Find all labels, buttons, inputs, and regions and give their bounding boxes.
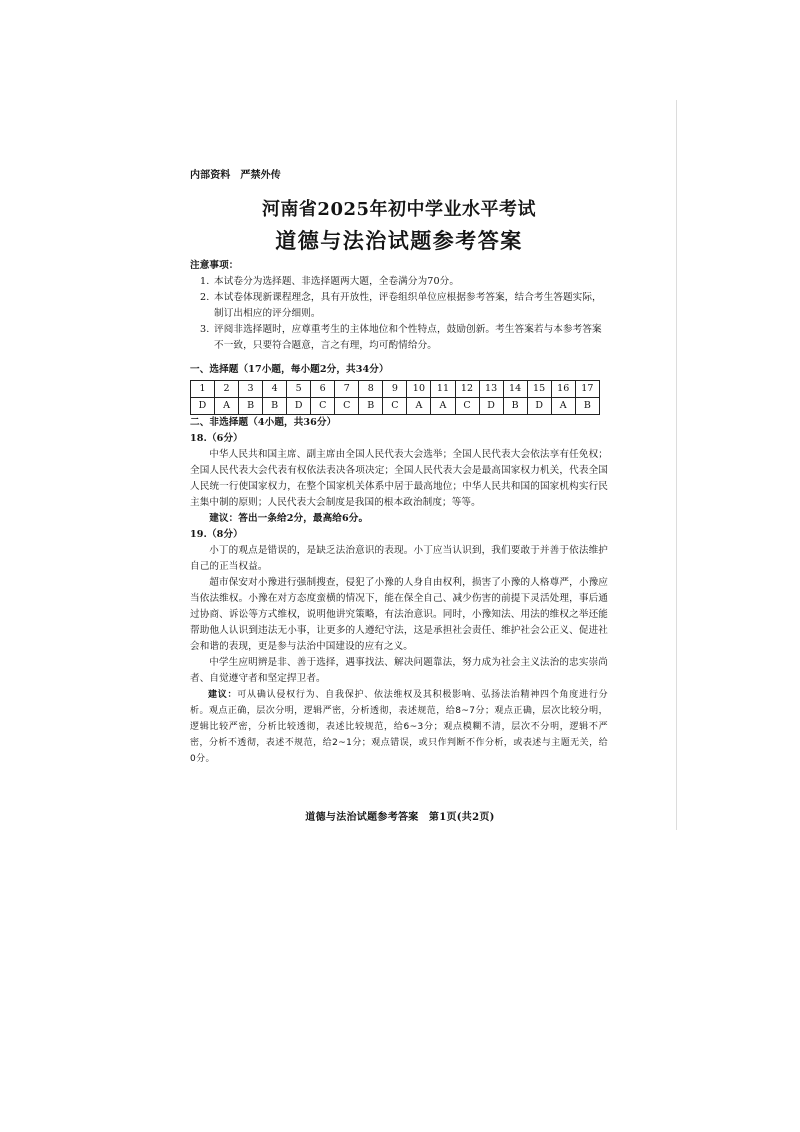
notice-item-text: 评阅非选择题时，应尊重考生的主体地位和个性特点，鼓励创新。考生答案若与本参考答案不一致，只要符合题意，言之有理，均可酌情给分。	[214, 324, 602, 351]
question-number-cell: 11	[431, 381, 455, 398]
question-19-advice	[190, 687, 608, 767]
notice-item-number: 2.	[200, 292, 210, 303]
question-number-cell: 6	[311, 381, 335, 398]
answer-cell: B	[575, 398, 599, 415]
question-18-advice: 建议：答出一条给2分，最高给6分。	[209, 513, 369, 524]
answer-cell: B	[359, 398, 383, 415]
notice-item	[190, 322, 608, 354]
answer-cell: C	[335, 398, 359, 415]
question-18-title: 18.（6分）	[190, 433, 243, 444]
answer-table-number-row	[191, 381, 600, 398]
notice-item	[190, 274, 608, 290]
answer-cell: A	[215, 398, 239, 415]
question-19-advice-text: 可从确认侵权行为、自我保护、依法维权及其积极影响、弘扬法治精神四个角度进行分析。观点正确，层次分明，逻辑严密，分析透彻，表述规范，给8~7分；观点正确，层次比较分明，逻辑比较严密，分析比较透彻，表述比较规范，给6~3分；观点模糊不清，层次不分明，逻辑不严密，分析不透彻，表述不规范，给2~1分；观点错误，或只作判断不作分析，或表述与主题无关，给0分。	[190, 690, 608, 764]
document-title: 道德与法治试题参考答案	[275, 228, 523, 253]
question-19-answer-1: 小丁的观点是错误的，是缺乏法治意识的表现。小丁应当认识到，我们要敢于并善于依法维护自己的正当权益。	[190, 545, 608, 572]
exam-title: 河南省2025年初中学业水平考试	[261, 199, 537, 220]
answer-table	[190, 380, 600, 415]
notice-item-text: 本试卷分为选择题、非选择题两大题，全卷满分为70分。	[214, 276, 460, 287]
question-number-cell: 3	[239, 381, 263, 398]
question-number-cell: 7	[335, 381, 359, 398]
page-footer: 道德与法治试题参考答案 第1页(共2页)	[305, 812, 495, 823]
question-number-cell: 15	[527, 381, 551, 398]
question-19-title: 19.（8分）	[190, 529, 243, 540]
answer-cell: C	[455, 398, 479, 415]
answer-cell: A	[431, 398, 455, 415]
question-number-cell: 13	[479, 381, 503, 398]
answer-cell: A	[551, 398, 575, 415]
answer-table-answer-row	[191, 398, 600, 415]
question-number-cell: 1	[191, 381, 215, 398]
confidential-label-2: 严禁外传	[240, 170, 281, 181]
question-number-cell: 16	[551, 381, 575, 398]
question-number-cell: 9	[383, 381, 407, 398]
notice-item	[190, 290, 608, 322]
question-number-cell: 5	[287, 381, 311, 398]
section-nonchoice-title: 二、非选择题（4小题，共36分）	[190, 417, 337, 428]
answer-cell: B	[263, 398, 287, 415]
question-19-answer-2: 超市保安对小豫进行强制搜查，侵犯了小豫的人身自由权利，损害了小豫的人格尊严，小豫应当依法维权。小豫在对方态度蛮横的情况下，能在保全自己、减少伤害的前提下灵活处理，事后通过协商、诉讼等方式维权，说明他讲究策略，有法治意识。同时，小豫知法、用法的维权之举还能帮助他人认识到违法无小事，让更多的人遵纪守法，这是承担社会责任、维护社会公正义、促进社会和谐的表现，更是参与法治中国建设的应有之义。	[190, 577, 608, 652]
question-number-cell: 4	[263, 381, 287, 398]
section-choice-title: 一、选择题（17小题，每小题2分，共34分）	[190, 364, 389, 375]
confidential-label-1: 内部资料	[190, 170, 231, 181]
answer-cell: D	[527, 398, 551, 415]
question-number-cell: 2	[215, 381, 239, 398]
notice-item-number: 3.	[200, 324, 210, 335]
answer-cell: D	[191, 398, 215, 415]
question-number-cell: 14	[503, 381, 527, 398]
page-edge-line	[676, 100, 677, 830]
answer-cell: C	[311, 398, 335, 415]
question-number-cell: 17	[575, 381, 599, 398]
question-19-answer-3: 中学生应明辨是非、善于选择，遇事找法、解决问题靠法，努力成为社会主义法治的忠实崇尚者、自觉遵守者和坚定捍卫者。	[190, 657, 608, 684]
question-number-cell: 8	[359, 381, 383, 398]
notice-list	[190, 274, 608, 354]
answer-cell: B	[239, 398, 263, 415]
answer-cell: D	[479, 398, 503, 415]
answer-cell: C	[383, 398, 407, 415]
answer-document	[190, 168, 608, 767]
answer-cell: B	[503, 398, 527, 415]
answer-cell: A	[407, 398, 431, 415]
notice-item-text: 本试卷体现新课程理念，具有开放性，评卷组织单位应根据参考答案，结合考生答题实际，制订出相应的评分细则。	[214, 292, 602, 319]
notice-item-number: 1.	[200, 276, 210, 287]
question-18-answer: 中华人民共和国主席、副主席由全国人民代表大会选举；全国人民代表大会依法享有任免权；全国人民代表大会代表有权依法表决各项决定；全国人民代表大会是最高国家权力机关，代表全国人民统一行使国家权力，在整个国家机关体系中居于最高地位；中华人民共和国的国家机构实行民主集中制的原则；人民代表大会制度是我国的根本政治制度；等等。	[190, 449, 608, 508]
answer-cell: D	[287, 398, 311, 415]
question-number-cell: 12	[455, 381, 479, 398]
question-number-cell: 10	[407, 381, 431, 398]
notice-heading: 注意事项：	[190, 260, 239, 271]
question-19-advice-label: 建议：	[208, 690, 238, 700]
confidential-notice	[190, 168, 608, 184]
